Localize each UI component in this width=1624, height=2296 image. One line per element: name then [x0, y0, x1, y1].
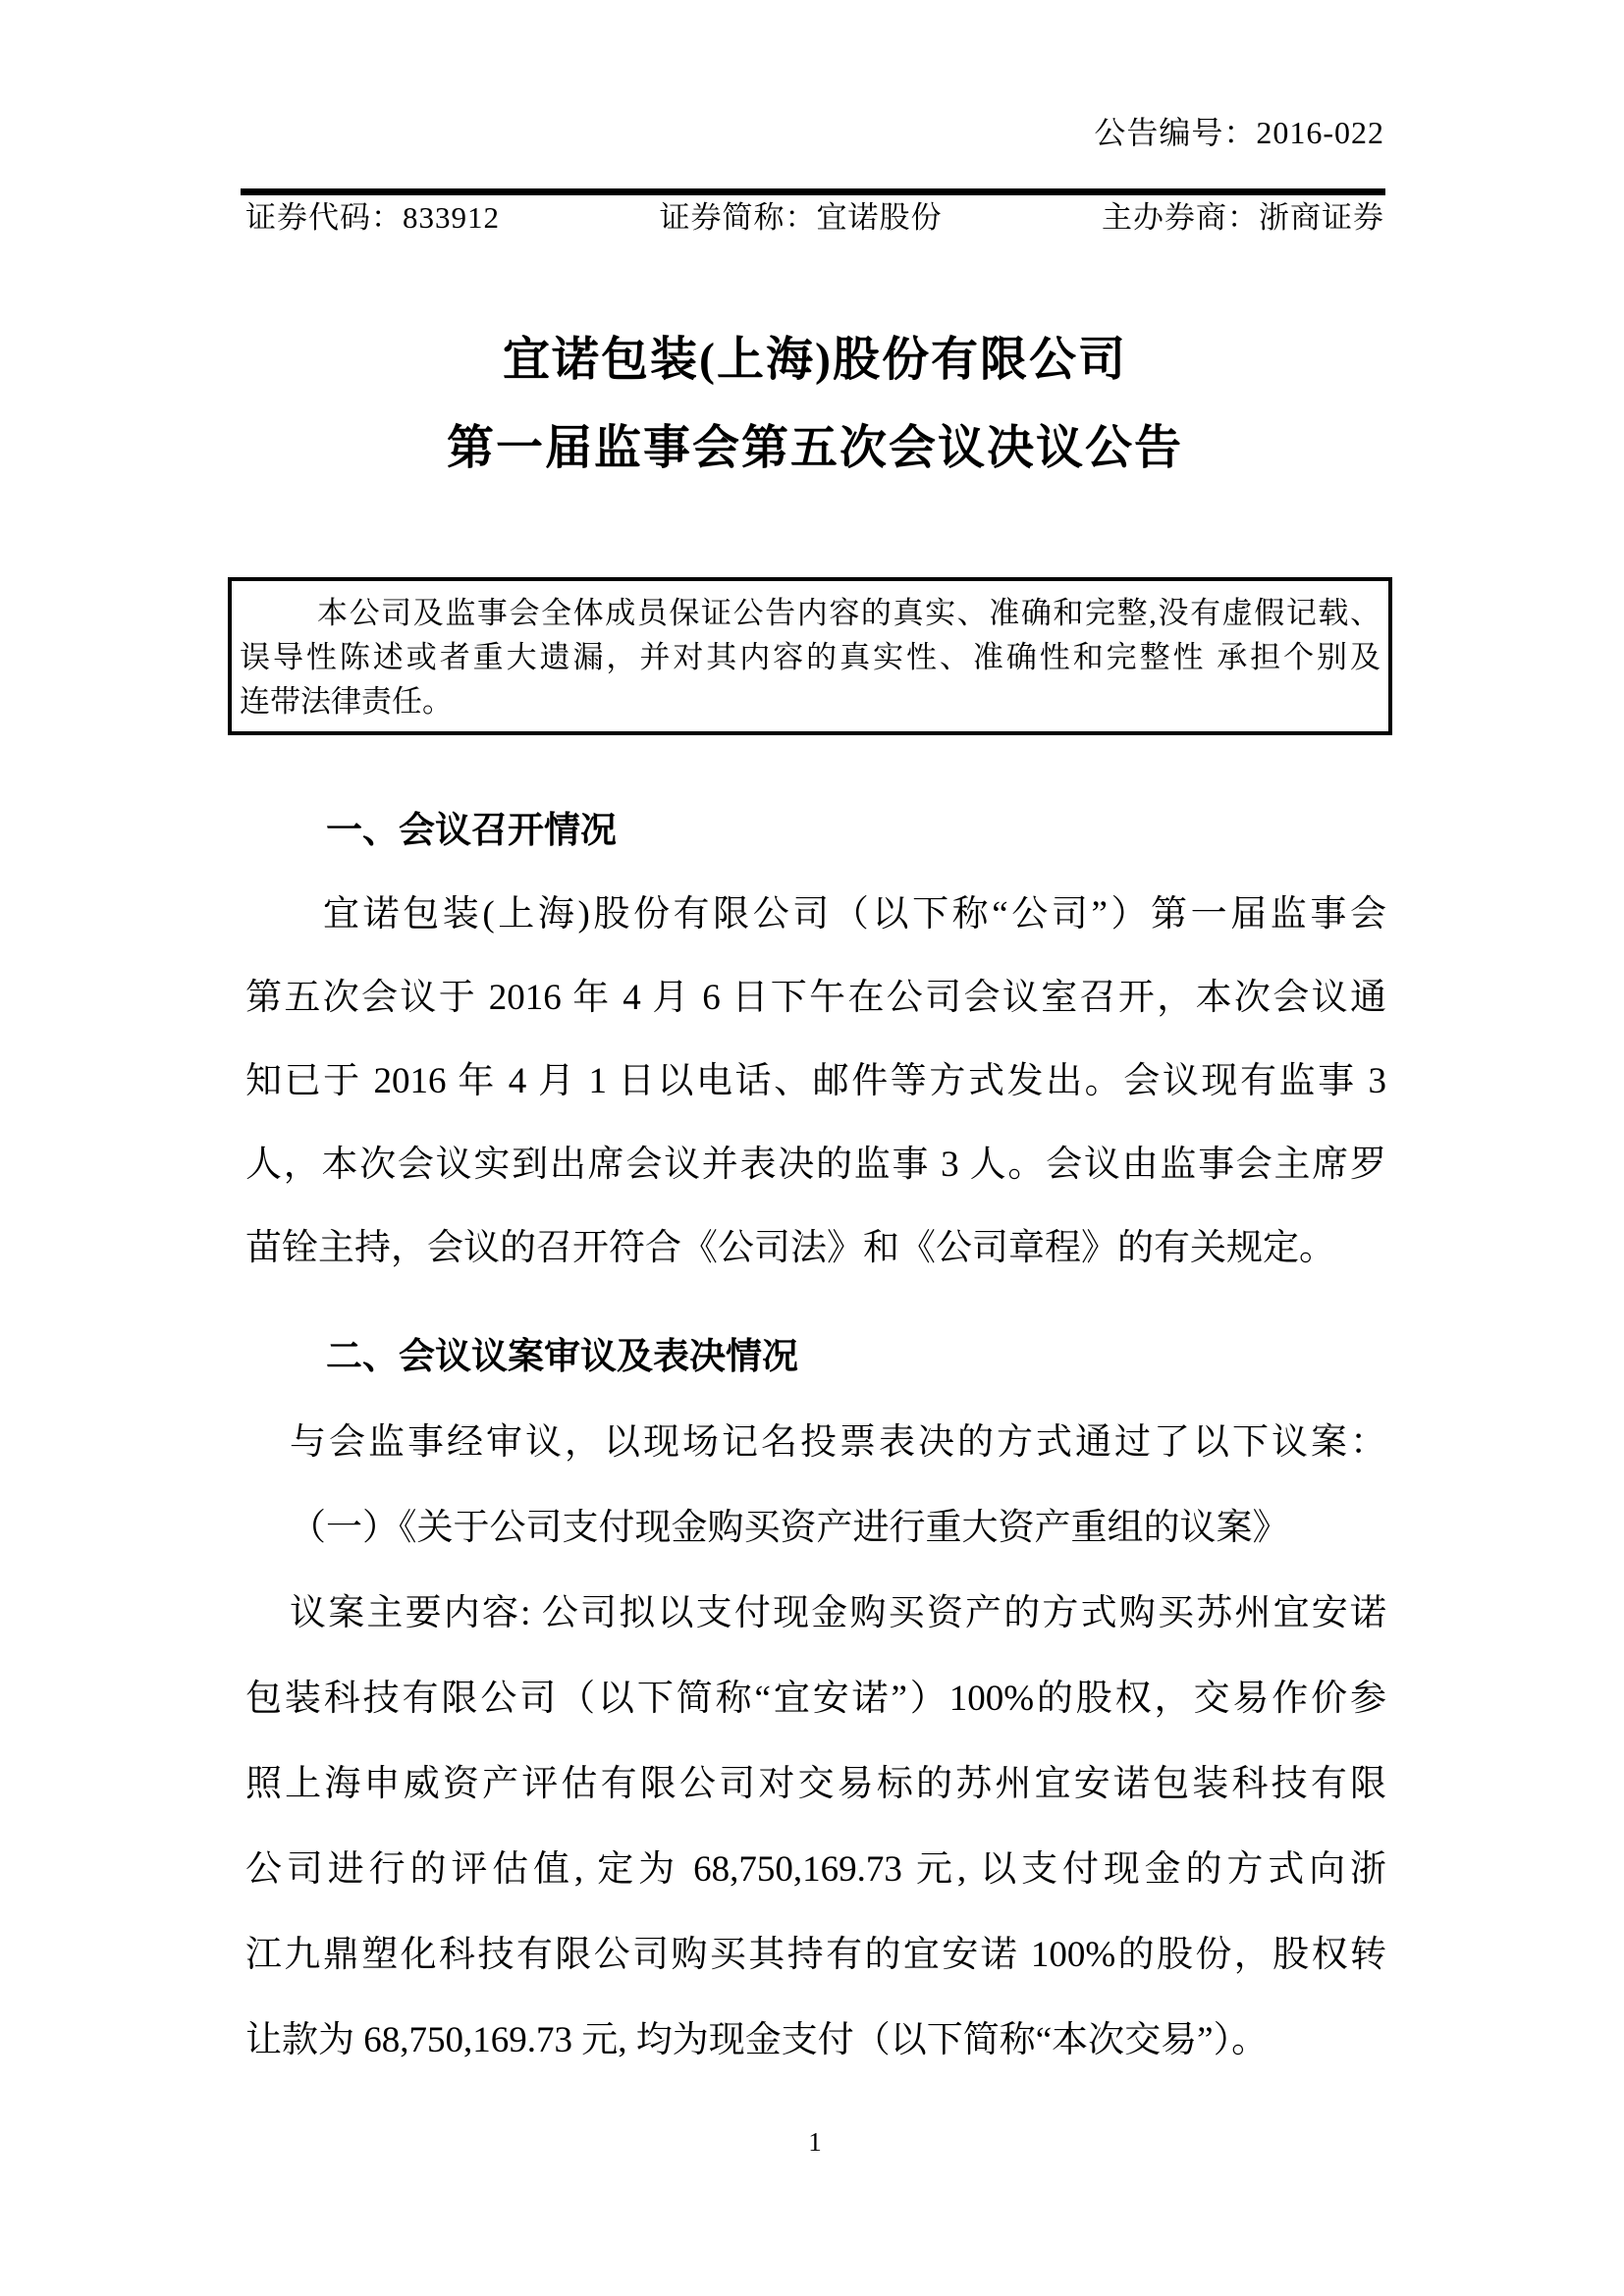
disclaimer-line: 连带法律责任。	[240, 684, 453, 719]
section-2	[245, 1314, 1386, 2083]
announcement-number: 公告编号：2016-022	[1094, 115, 1384, 150]
page-number: 1	[808, 2127, 822, 2157]
securities-header	[245, 198, 1384, 238]
body-line: 让款为 68,750,169.73 元, 均为现金支付（以下简称“本次交易”）。	[245, 2020, 1269, 2060]
document-title-line2: 第一届监事会第五次会议决议公告	[446, 422, 1183, 474]
body-line: 宜诺包装(上海)股份有限公司（以下称“公司”）第一届监事会	[323, 894, 1386, 934]
body-line: 公司进行的评估值, 定为 68,750,169.73 元, 以支付现金的方式向浙	[245, 1849, 1386, 1890]
body-line: 知已于 2016 年 4 月 1 日以电话、邮件等方式发出。会议现有监事 3	[245, 1061, 1386, 1101]
section-1	[245, 789, 1386, 1290]
body-line: 议案主要内容: 公司拟以支付现金购买资产的方式购买苏州宜安诺	[290, 1593, 1386, 1633]
document-title-line1: 宜诺包装(上海)股份有限公司	[503, 334, 1127, 386]
section-1-heading: 一、会议召开情况	[326, 811, 617, 851]
disclaimer-box	[228, 577, 1392, 735]
disclaimer-line: 本公司及监事会全体成员保证公告内容的真实、准确和完整,没有虚假记载、	[317, 596, 1380, 630]
stock-code: 证券代码：833912	[245, 200, 500, 235]
header-rule	[241, 188, 1385, 195]
body-line: 与会监事经审议，以现场记名投票表决的方式通过了以下议案：	[290, 1422, 1386, 1463]
stock-abbreviation: 证券简称：宜诺股份	[659, 200, 943, 235]
body-line: （一）《关于公司支付现金购买资产进行重大资产重组的议案》	[290, 1508, 1289, 1548]
body-line: 苗铨主持，会议的召开符合《公司法》和《公司章程》的有关规定。	[245, 1228, 1335, 1268]
sponsor-broker: 主办券商：浙商证券	[1102, 200, 1384, 235]
disclaimer-line: 误导性陈述或者重大遗漏，并对其内容的真实性、准确性和完整性 承担个别及	[240, 640, 1380, 674]
section-2-heading: 二、会议议案审议及表决情况	[326, 1337, 798, 1377]
body-line: 第五次会议于 2016 年 4 月 6 日下午在公司会议室召开，本次会议通	[245, 978, 1386, 1018]
body-line: 江九鼎塑化科技有限公司购买其持有的宜安诺 100%的股份，股权转	[245, 1935, 1386, 1975]
body-line: 照上海申威资产评估有限公司对交易标的苏州宜安诺包装科技有限	[245, 1764, 1386, 1804]
body-line: 包装科技有限公司（以下简称“宜安诺”）100%的股权，交易作价参	[245, 1679, 1386, 1719]
body-line: 人，本次会议实到出席会议并表决的监事 3 人。会议由监事会主席罗	[245, 1145, 1386, 1185]
